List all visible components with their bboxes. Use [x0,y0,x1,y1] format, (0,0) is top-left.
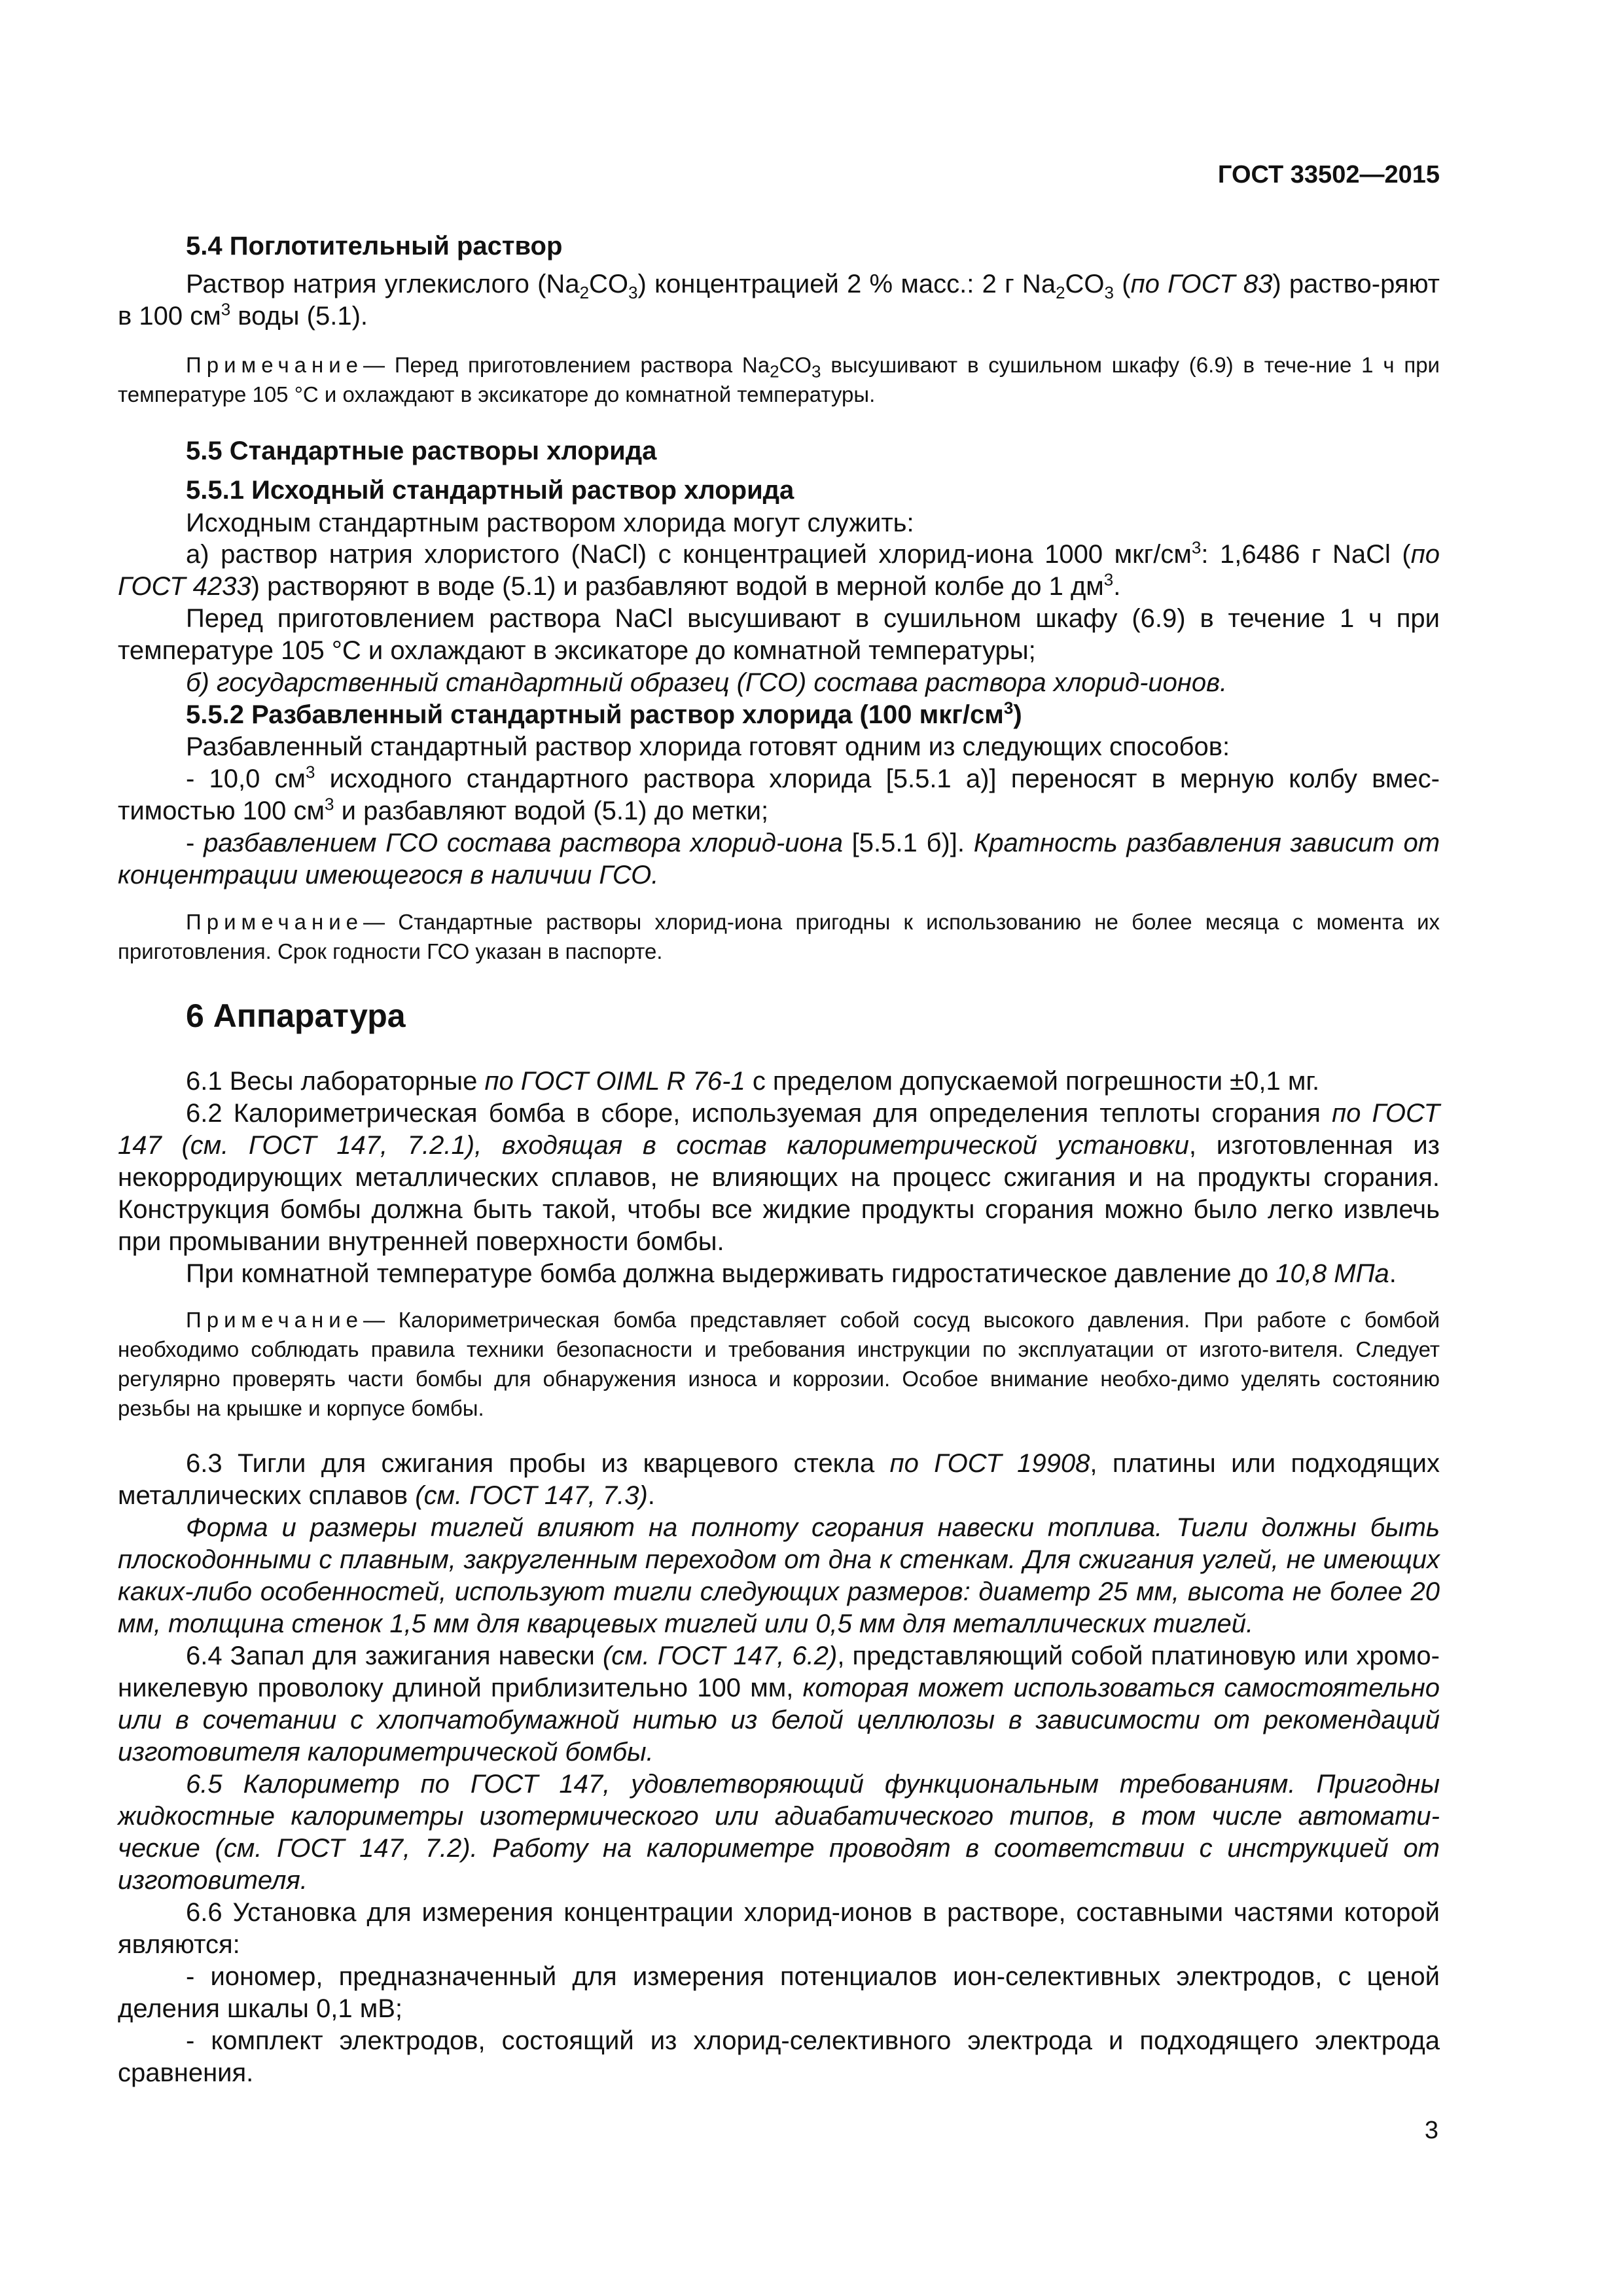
section-5-5-title: 5.5 Стандартные растворы хлорида [186,437,657,465]
section-6-note: Примечание— Калориметрическая бомба представляет собой сосуд высокого давления. При работе с бомбой необходимо соблюдать правила техники безопасности и требования инструкции по эксплуатации от изгото-вителя. Следует регулярно проверять части бомбы для обнаружения износа и коррозии. Особое внимание необхо-димо уделять состоянию резьбы на крышке и корпусе бомбы. [118,1308,1440,1420]
note-label: Примечание [186,1308,364,1332]
section-6-2-pressure: При комнатной температуре бомба должна выдерживать гидростатическое давление до 10,8 МПа. [186,1259,1397,1288]
section-5-5-2-item-2: - разбавлением ГСО состава раствора хлорид-иона [5.5.1 б)]. Кратность разбавления зависит от концентрации имеющегося в наличии ГСО. [118,829,1440,889]
section-6-title: 6 Аппаратура [186,997,406,1034]
section-6-1: 6.1 Весы лабораторные по ГОСТ OIML R 76-1 с пределом допускаемой погрешности ±0,1 мг. [186,1067,1320,1096]
section-6-3-crucible-shape: Форма и размеры тиглей влияют на полноту сгорания навески топлива. Тигли должны быть плоскодонными с плавным, закругленным переходом от дна к стенкам. Для сжигания углей, не имеющих каких-либо особенностей, используют тигли следующих размеров: диаметр 25 мм, высота не более 20 мм, толщина стенок 1,5 мм для кварцевых тиглей или 0,5 мм для металлических тиглей. [118,1513,1440,1638]
section-6-6: 6.6 Установка для измерения концентрации хлорид-ионов в растворе, составными частями которой являются: [118,1898,1440,1959]
section-6-5: 6.5 Калориметр по ГОСТ 147, удовлетворяющий функциональным требованиям. Пригодны жидкостные калориметры изотермического или адиабатического типов, в том числе автомати-ческие (см. ГОСТ 147, 7.2). Работу на калориметре проводят в соответствии с инструкцией от изготовителя. [118,1770,1440,1895]
section-5-5-1-drying: Перед приготовлением раствора NaCl высушивают в сушильном шкафу (6.9) в течение 1 ч при температуре 105 °С и охлаждают в эксикаторе до комнатной температуры; [118,604,1440,665]
page-number: 3 [1424,2117,1438,2144]
section-6-6-item-1: - иономер, предназначенный для измерения потенциалов ион-селективных электродов, с ценой деления шкалы 0,1 мВ; [118,1962,1440,2023]
section-6-2: 6.2 Калориметрическая бомба в сборе, используемая для определения теплоты сгорания по ГОСТ 147 (см. ГОСТ 147, 7.2.1), входящая в состав калориметрической установки, изготовленная из некорродирующих металлических сплавов, не влияющих на процесс сжигания и на продукты сгорания. Конструкция бомбы должна быть такой, чтобы все жидкие продукты сгорания можно было легко извлечь при промывании внутренней поверхности бомбы. [118,1099,1440,1256]
section-5-5-2-intro: Разбавленный стандартный раствор хлорида готовят одним из следующих способов: [186,732,1230,761]
section-6-6-item-2: - комплект электродов, состоящий из хлорид-селективного электрода и подходящего электрода сравнения. [118,2026,1440,2087]
note-label: Примечание [186,353,364,377]
section-6-3: 6.3 Тигли для сжигания пробы из кварцевого стекла по ГОСТ 19908, платины или подходящих металлических сплавов (см. ГОСТ 147, 7.3). [118,1449,1440,1510]
section-5-4-title: 5.4 Поглотительный раствор [186,232,563,260]
note-label: Примечание [186,910,364,934]
document-header: ГОСТ 33502—2015 [1217,161,1440,188]
section-5-5-1-item-b: б) государственный стандартный образец (ГСО) состава раствора хлорид-ионов. [186,668,1228,697]
section-5-5-1-intro: Исходным стандартным раствором хлорида могут служить: [186,509,914,537]
section-5-4-note: Примечание— Перед приготовлением раствора $Na_2CO_3$ высушивают в сушильном шкафу (6.9) в тече-ние 1 ч при температуре 105 °С и охлаждают в эксикаторе до комнатной температуры. [118,353,1440,406]
section-5-5-note: Примечание— Стандартные растворы хлорид-иона пригодны к использованию не более месяца с момента их приготовления. Срок годности ГСО указан в паспорте. [118,910,1440,963]
section-5-5-2-title: 5.5.2 Разбавленный стандартный раствор хлорида (100 мкг/$см^3$) [186,698,1022,729]
section-5-5-1-item-a: а) раствор натрия хлористого (NaCl) с концентрацией хлорид-иона 1000 мкг/$см^3$: 1,6486 г NaCl (по ГОСТ 4233) растворяют в воде (5.1) и разбавляют водой в мерной колбе до 1 $дм^3$. [118,537,1440,601]
section-5-4-paragraph: Раствор натрия углекислого $(Na_2CO_3)$ концентрацией 2 % масс.: 2 г $Na_2CO_3$ (по ГОСТ 83) раство-ряют в 100 $см^3$ воды (5.1). [118,270,1440,331]
section-6-4: 6.4 Запал для зажигания навески (см. ГОСТ 147, 6.2), представляющий собой платиновую или хромо-никелевую проволоку длиной приблизительно 100 мм, которая может использоваться самостоятельно или в сочетании с хлопчатобумажной нитью из белой целлюлозы в зависимости от рекомендаций изготовителя калориметрической бомбы. [118,1641,1440,1767]
section-5-5-2-item-1: - 10,0 $см^3$ исходного стандартного раствора хлорида [5.5.1 а)] переносят в мерную колбу вмес-тимостью 100 $см^3$ и разбавляют водой (5.1) до метки; [118,762,1440,825]
section-5-5-1-title: 5.5.1 Исходный стандартный раствор хлорида [186,476,794,505]
